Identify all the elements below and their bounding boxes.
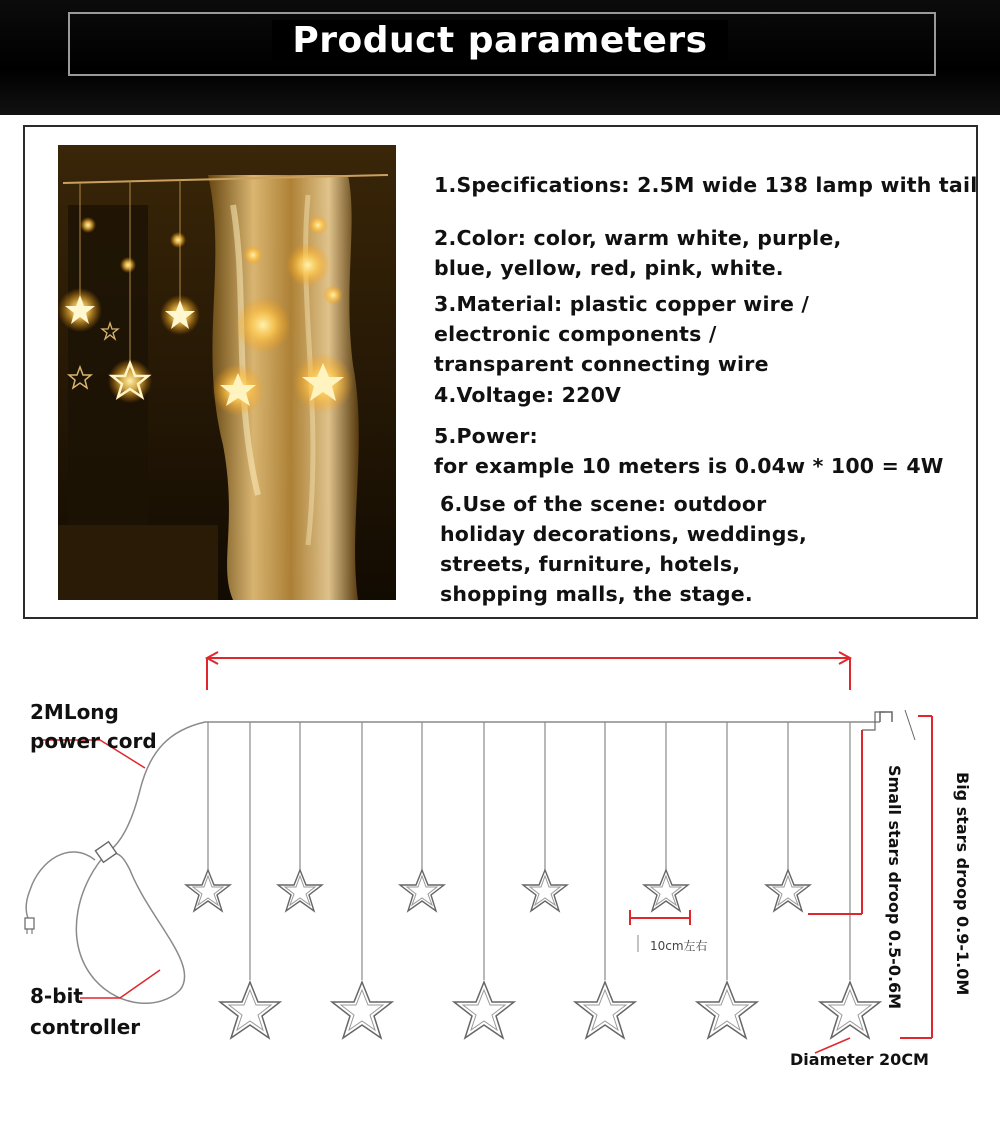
spec-3-line3: transparent connecting wire (434, 352, 769, 376)
spec-6-line1: 6.Use of the scene: outdoor (440, 492, 767, 516)
product-photo-illustration (58, 145, 396, 600)
spec-3-line1: 3.Material: plastic copper wire / (434, 292, 810, 316)
spec-2-line1: 2.Color: color, warm white, purple, (434, 226, 842, 250)
big-droop-label: Big stars droop 0.9-1.0M (953, 772, 972, 996)
controller-box-icon (95, 842, 116, 863)
spec-5-line1: 5.Power: (434, 424, 538, 448)
small-droop-measure (808, 712, 885, 914)
plug-icon (25, 918, 34, 929)
small-star-strands (208, 722, 788, 870)
spec-6-line4: shopping malls, the stage. (440, 582, 753, 606)
small-droop-label: Small stars droop 0.5-0.6M (885, 765, 904, 1010)
controller-label-line2: controller (30, 1015, 141, 1039)
big-droop-measure (900, 710, 932, 1038)
small-stars (186, 870, 810, 911)
spec-1: 1.Specifications: 2.5M wide 138 lamp with tail (434, 173, 978, 197)
controller-label-line1: 8-bit (30, 984, 83, 1008)
spec-5-line2: for example 10 meters is 0.04w * 100 = 4W (434, 454, 944, 478)
product-photo (58, 145, 396, 600)
width-measure (207, 652, 850, 690)
big-stars (220, 982, 880, 1038)
big-star-strands (250, 722, 850, 980)
spec-4: 4.Voltage: 220V (434, 383, 622, 407)
size-diagram (0, 630, 1000, 1122)
spec-6-line2: holiday decorations, weddings, (440, 522, 807, 546)
power-cord (26, 722, 205, 1003)
diameter-label: Diameter 20CM (790, 1050, 929, 1069)
spec-6-line3: streets, furniture, hotels, (440, 552, 741, 576)
page-title-text: Product parameters (272, 20, 727, 61)
spacing-label: 10cm左右 (650, 939, 708, 953)
power-cord-label-line1: 2MLong (30, 700, 119, 724)
spec-3-line2: electronic components / (434, 322, 717, 346)
page-title (0, 20, 1000, 61)
header-banner (0, 0, 1000, 115)
power-cord-label-line2: power cord (30, 729, 157, 753)
spec-2-line2: blue, yellow, red, pink, white. (434, 256, 784, 280)
